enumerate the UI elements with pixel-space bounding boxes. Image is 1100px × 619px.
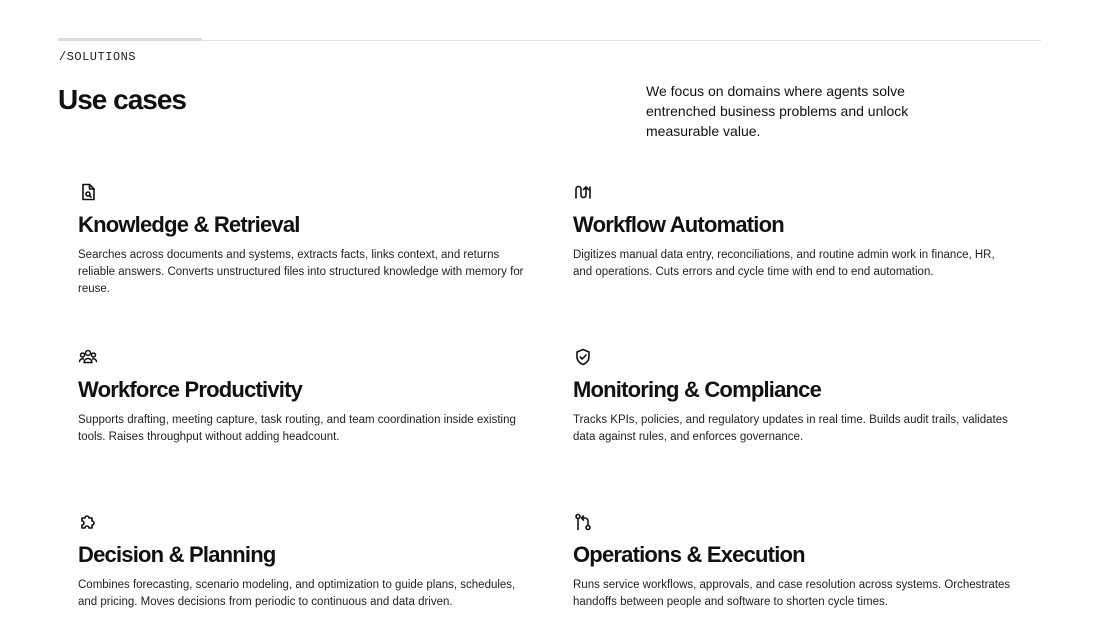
section-progress-fill — [58, 38, 202, 41]
card-description: Searches across documents and systems, extracts facts, links context, and returns reliable answers. Converts unstructured files into structured knowledge with memory for reuse. — [78, 249, 524, 295]
card-title: Monitoring & Compliance — [573, 377, 822, 402]
document-search-icon — [78, 182, 98, 202]
card-title: Workforce Productivity — [78, 377, 303, 402]
use-case-card-decision — [78, 512, 528, 611]
card-title: Knowledge & Retrieval — [78, 212, 300, 237]
shield-check-icon — [573, 347, 593, 367]
section-eyebrow: /SOLUTIONS — [59, 50, 137, 64]
use-case-card-monitoring — [573, 347, 1023, 446]
card-description: Supports drafting, meeting capture, task routing, and team coordination inside existing tools. Raises throughput without adding headcount. — [78, 414, 516, 443]
page-title: Use cases — [58, 84, 187, 115]
use-case-card-workflow — [573, 182, 1023, 281]
card-title: Workflow Automation — [573, 212, 784, 237]
card-title: Operations & Execution — [573, 542, 805, 567]
use-case-card-knowledge — [78, 182, 528, 298]
git-pull-icon — [573, 512, 593, 532]
flow-arrows-icon — [573, 182, 593, 202]
card-description: Digitizes manual data entry, reconciliations, and routine admin work in finance, HR, and operations. Cuts errors and cycle time with end to end automation. — [573, 249, 995, 278]
puzzle-icon — [78, 512, 98, 532]
section-progress-track — [58, 40, 1041, 41]
card-title: Decision & Planning — [78, 542, 276, 567]
card-description: Combines forecasting, scenario modeling, and optimization to guide plans, schedules, and pricing. Moves decisions from periodic to continuous and data driven. — [78, 579, 516, 608]
card-description: Tracks KPIs, policies, and regulatory updates in real time. Builds audit trails, validates data against rules, and enforces governance. — [573, 414, 1008, 443]
card-description: Runs service workflows, approvals, and case resolution across systems. Orchestrates handoffs between people and software to shorten cycle times. — [573, 579, 1011, 608]
intro-text: We focus on domains where agents solve entrenched business problems and unlock measurable value. — [646, 83, 909, 139]
use-case-card-operations — [573, 512, 1023, 611]
team-icon — [78, 347, 98, 367]
use-case-card-workforce — [78, 347, 528, 446]
